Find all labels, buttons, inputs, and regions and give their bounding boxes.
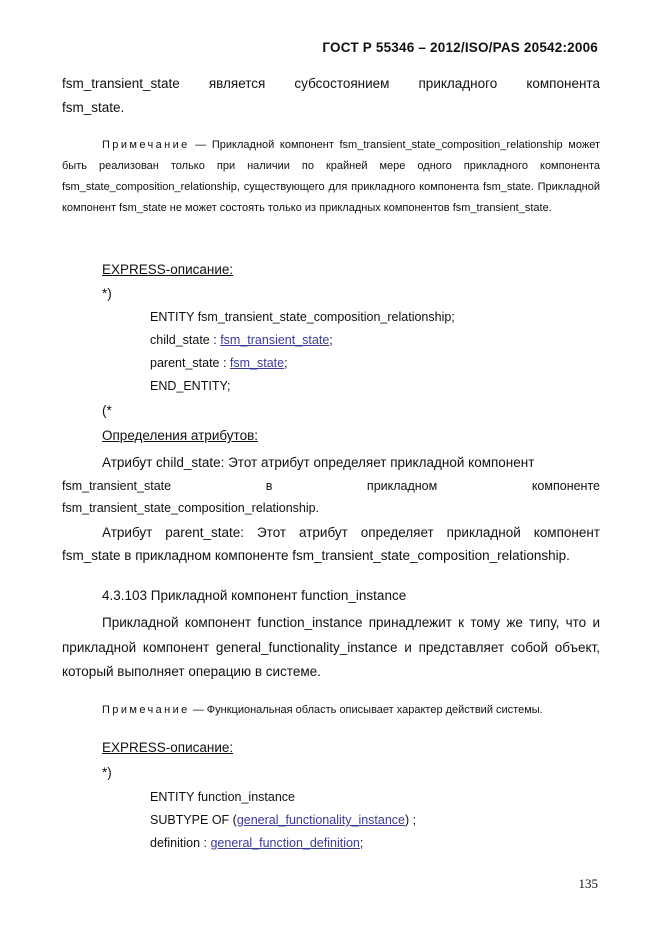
note-label: Примечание [102, 704, 190, 716]
child-attr-word: прикладном [366, 479, 438, 493]
intro-word: является [208, 76, 266, 91]
express-open-2: *) [102, 765, 112, 780]
entity-declaration-1: ENTITY fsm_transient_state_composition_relationship; [150, 310, 455, 324]
note-text: Функциональная область описывает характер действий системы. [206, 704, 543, 716]
section-body: Прикладной компонент function_instance принадлежит к тому же типу, что и прикладной компонент general_functionality_instance и представляет собой объект, который выполняет операцию в системе. [62, 615, 600, 679]
document-header: ГОСТ Р 55346 – 2012/ISO/PAS 20542:2006 [322, 40, 598, 55]
intro-word: прикладного [418, 76, 498, 91]
section-title: 4.3.103 Прикладной компонент function_instance [102, 588, 407, 603]
child-attr-line-3: fsm_transient_state_composition_relationship. [62, 501, 320, 515]
parent-state-type-link[interactable]: fsm_state [229, 356, 285, 370]
note-dash: — [195, 139, 207, 151]
child-attr-word: fsm_transient_state [62, 479, 172, 493]
child-attr-line-1 [62, 451, 600, 474]
entity-declaration-2: ENTITY function_instance [150, 790, 295, 804]
attributes-heading: Определения атрибутов: [102, 428, 259, 443]
express-heading-1: EXPRESS-описание: [102, 262, 234, 277]
subtype-type-link[interactable]: general_functionality_instance [236, 813, 405, 827]
intro-line-1 [62, 72, 600, 95]
parent-state-suffix: ; [284, 356, 288, 370]
child-state-line [150, 333, 333, 347]
child-state-type-link[interactable]: fsm_transient_state [220, 333, 330, 347]
end-entity-1: END_ENTITY; [150, 379, 231, 393]
child-attr-text: Атрибут child_state: Этот атрибут определяет прикладной компонент [102, 455, 535, 470]
express-open-1: *) [102, 286, 112, 301]
note-1 [62, 135, 600, 219]
child-state-suffix: ; [329, 333, 333, 347]
note-dash: — [192, 704, 204, 716]
parent-state-line [150, 356, 288, 370]
express-close-1: (* [102, 403, 112, 418]
note-2 [102, 700, 602, 721]
child-attr-line-2 [62, 475, 600, 498]
child-attr-word: в [265, 479, 273, 493]
parent-state-prefix: parent_state : [150, 356, 230, 370]
note-text: Прикладной компонент fsm_transient_state_composition_relationship может быть реализован только при наличии по крайней мере одного прикладного компонента fsm_state_composition_relationship, существующего для прикладного компонента fsm_state. Прикладной компонент fsm_state не может состоять только из прикладных компонентов fsm_transient_state. [62, 139, 600, 214]
intro-word: субсостоянием [294, 76, 390, 91]
intro-line-2: fsm_state. [62, 100, 125, 115]
definition-prefix: definition : [150, 836, 211, 850]
definition-suffix: ; [359, 836, 364, 850]
child-state-prefix: child_state : [150, 333, 221, 347]
definition-type-link[interactable]: general_function_definition [210, 836, 360, 850]
child-attr-word: компоненте [531, 479, 600, 493]
intro-word: компонента [526, 76, 600, 91]
subtype-prefix: SUBTYPE OF ( [150, 813, 237, 827]
subtype-suffix: ) ; [405, 813, 417, 827]
express-heading-2: EXPRESS-описание: [102, 740, 234, 755]
definition-line [150, 836, 363, 850]
page-number: 135 [578, 876, 598, 891]
subtype-line [150, 813, 416, 827]
intro-word: fsm_transient_state [62, 76, 180, 91]
note-label: Примечание [102, 139, 190, 151]
parent-attr-paragraph: Атрибут parent_state: Этот атрибут определяет прикладной компонент fsm_state в прикладном компоненте fsm_transient_state_composition_relationship. [62, 525, 600, 563]
